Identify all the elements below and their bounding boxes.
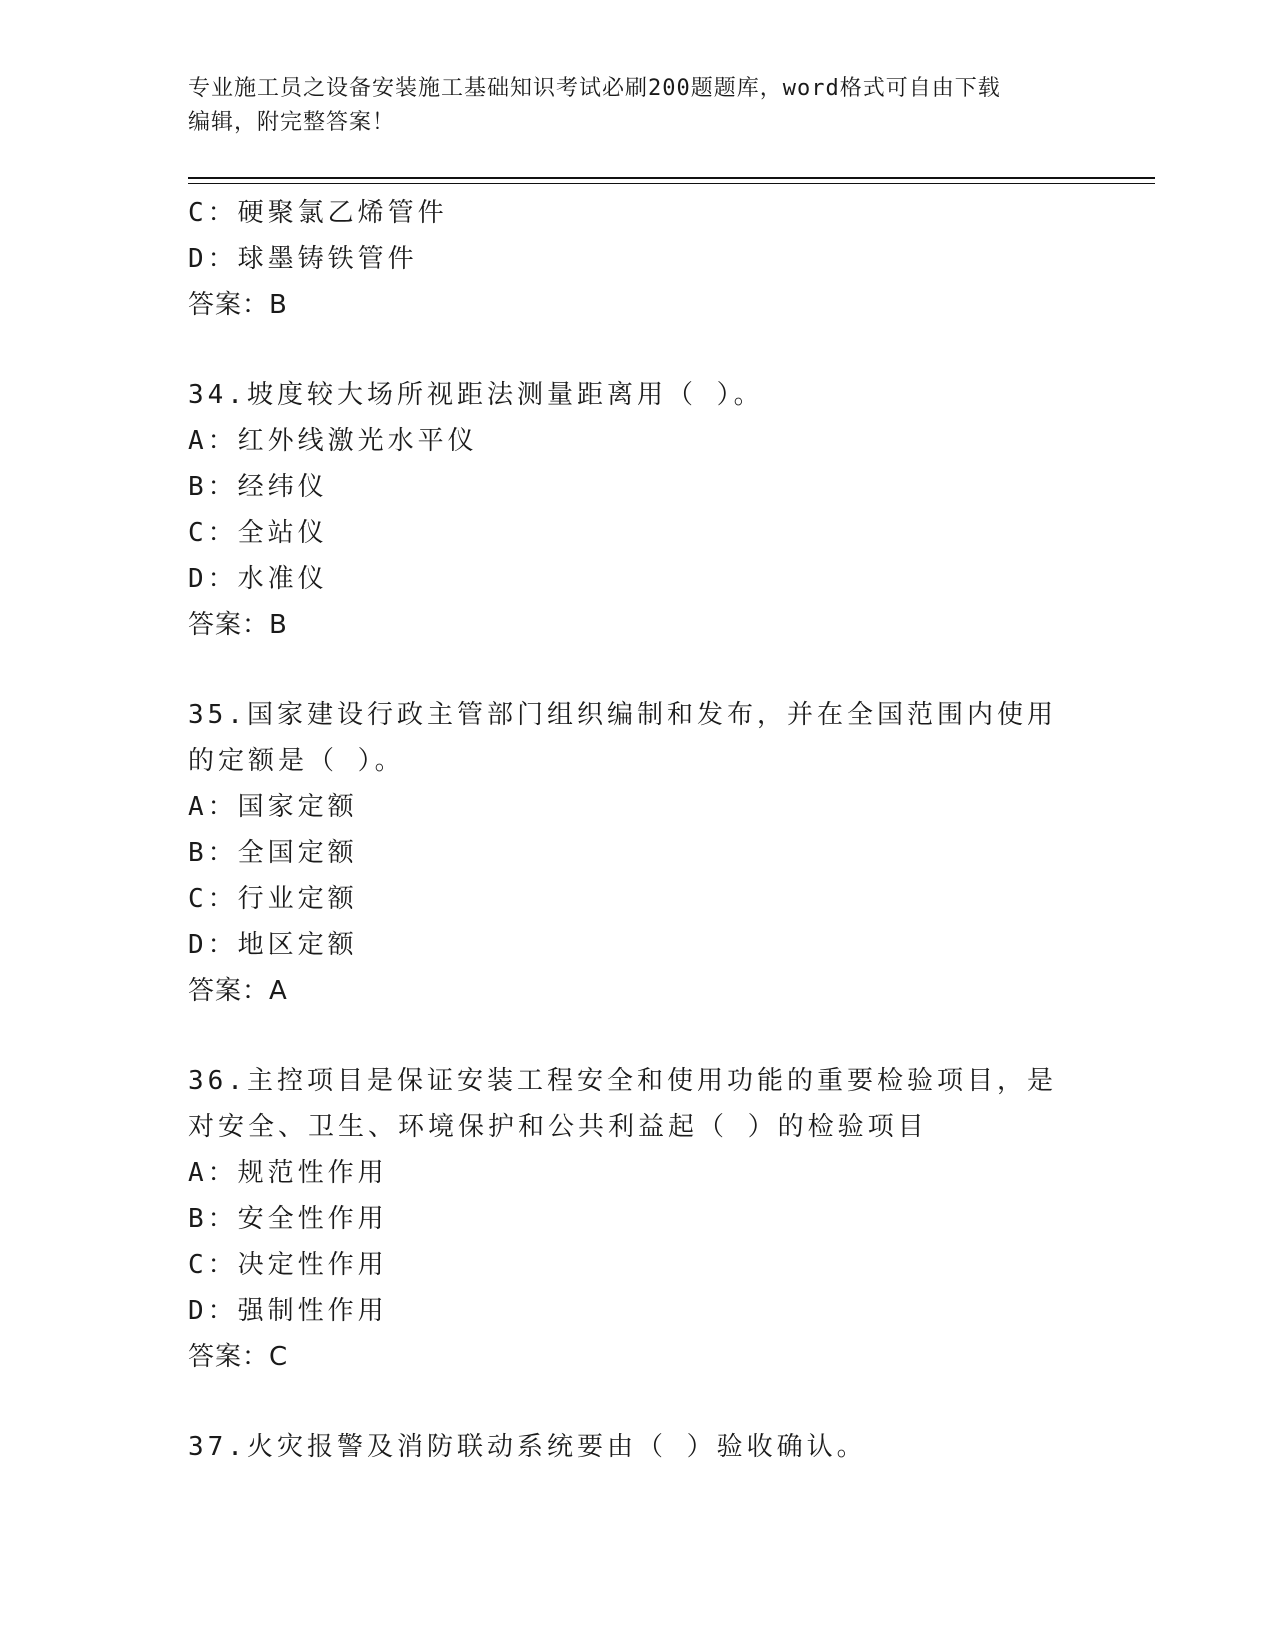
- question-36: [188, 1058, 1088, 1380]
- question-stem: 36.主控项目是保证安装工程安全和使用功能的重要检验项目，是对安全、卫生、环境保护和公共利益起（ ）的检验项目: [188, 1066, 1057, 1142]
- question-33-partial: [188, 190, 1088, 328]
- answer-line: 答案：B: [188, 290, 288, 320]
- option-b: B：经纬仪: [188, 472, 328, 502]
- question-34: [188, 372, 1088, 648]
- option-b: B：全国定额: [188, 838, 358, 868]
- spacer: [188, 328, 1088, 372]
- question-37: [188, 1424, 1088, 1470]
- option-a: A：国家定额: [188, 792, 358, 822]
- option-c: C：决定性作用: [188, 1250, 388, 1280]
- answer-line: 答案：A: [188, 976, 288, 1006]
- answer-line: 答案：C: [188, 1342, 289, 1372]
- option-d: D：水准仪: [188, 564, 328, 594]
- answer-line: 答案：B: [188, 610, 288, 640]
- question-stem: 35.国家建设行政主管部门组织编制和发布，并在全国范围内使用的定额是（ ）。: [188, 700, 1057, 776]
- spacer: [188, 1014, 1088, 1058]
- header-divider-thin: [188, 183, 1155, 184]
- document-header: [188, 72, 1088, 140]
- header-title-line-1: 专业施工员之设备安装施工基础知识考试必刷200题题库，word格式可自由下载: [188, 76, 1001, 101]
- option-d: D：强制性作用: [188, 1296, 388, 1326]
- question-stem: 37.火灾报警及消防联动系统要由（ ）验收确认。: [188, 1432, 867, 1462]
- question-35: [188, 692, 1088, 1014]
- option-c: C：行业定额: [188, 884, 358, 914]
- option-b: B：安全性作用: [188, 1204, 388, 1234]
- spacer: [188, 1380, 1088, 1424]
- header-title-line-2: 编辑，附完整答案！: [188, 110, 396, 135]
- option-a: A：红外线激光水平仪: [188, 426, 478, 456]
- spacer: [188, 648, 1088, 692]
- option-c: C：全站仪: [188, 518, 328, 548]
- option-a: A：规范性作用: [188, 1158, 388, 1188]
- option-d: D：球墨铸铁管件: [188, 244, 418, 274]
- question-stem: 34.坡度较大场所视距法测量距离用（ ）。: [188, 380, 764, 410]
- header-divider-thick: [188, 177, 1155, 179]
- option-d: D：地区定额: [188, 930, 358, 960]
- question-list: [188, 190, 1088, 1470]
- option-c: C：硬聚氯乙烯管件: [188, 198, 448, 228]
